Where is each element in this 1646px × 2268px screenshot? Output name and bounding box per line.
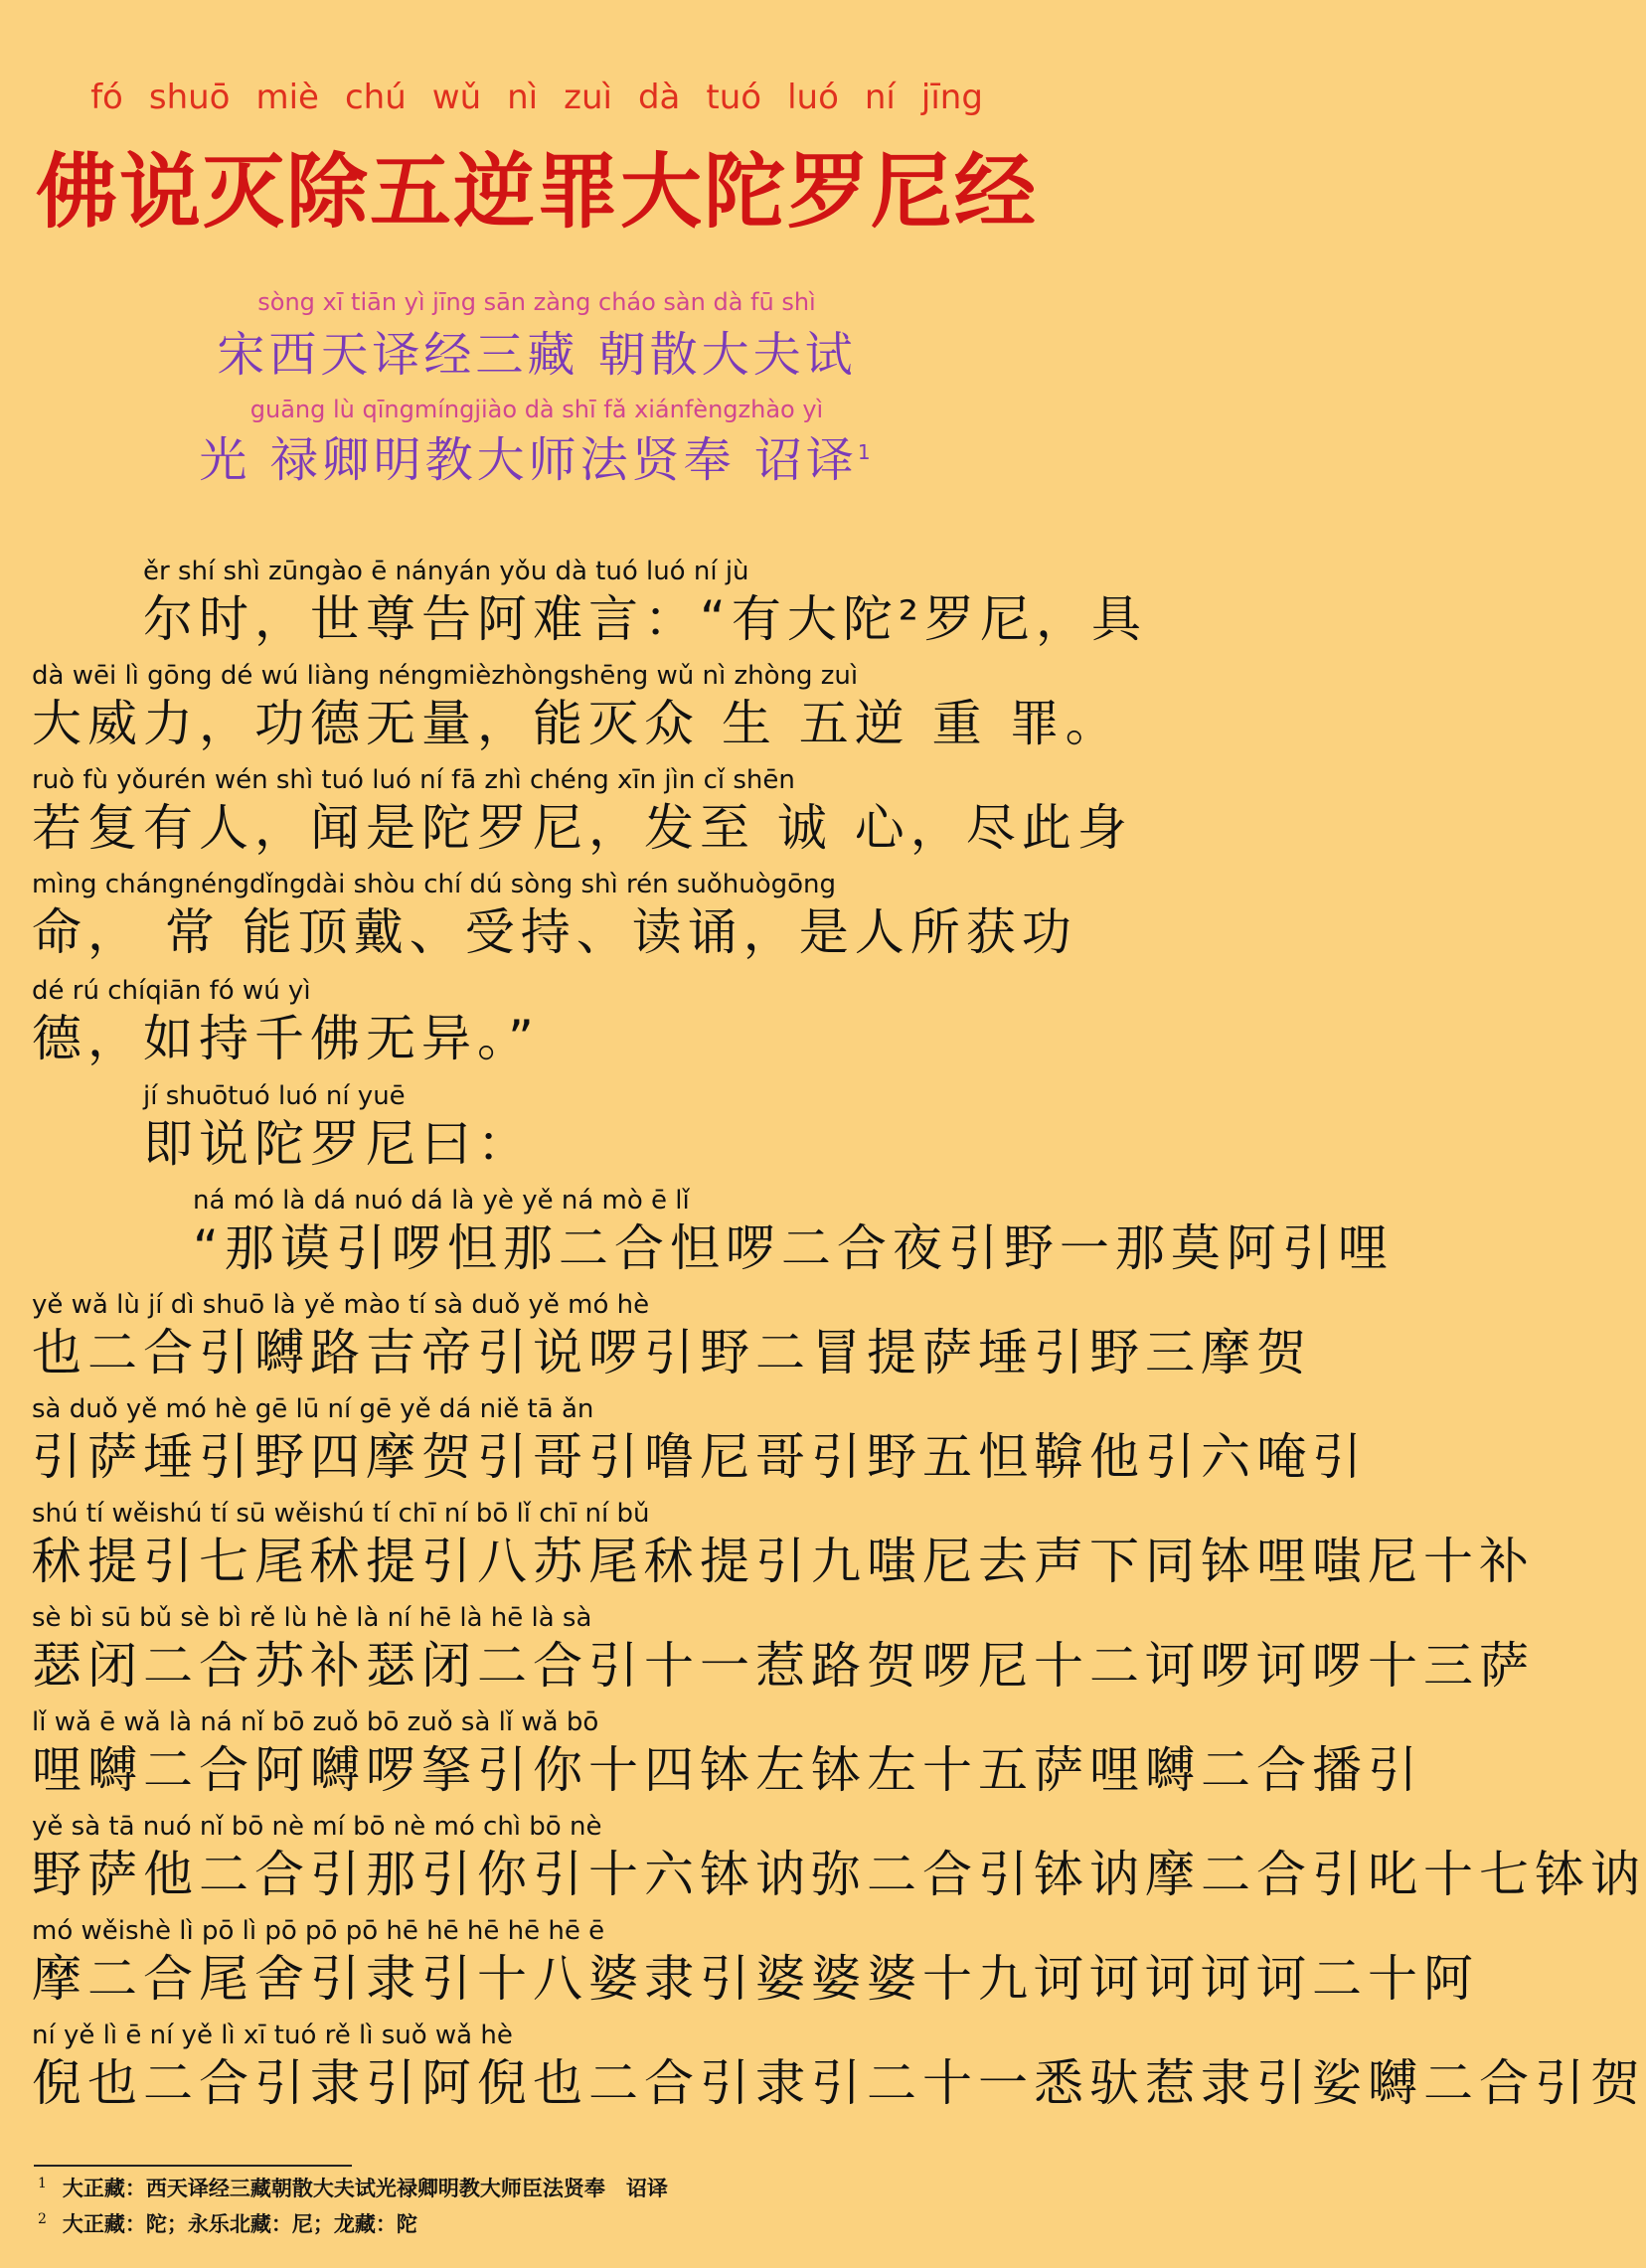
sutra-line-pinyin: sè bì sū bǔ sè bì rě lù hè là ní hē là hē là sà bbox=[32, 1603, 592, 1633]
sutra-line-text: 尔时，世尊告阿难言：“有大陀²罗尼，具 bbox=[143, 590, 1147, 648]
title-pinyin-syllable: chú bbox=[344, 78, 407, 117]
sutra-line bbox=[32, 1394, 1368, 1488]
sutra-line-pinyin: ná mó là dá nuó dá là yè yě ná mò ē lǐ bbox=[193, 1186, 690, 1215]
sutra-line bbox=[32, 1290, 1312, 1383]
title-pinyin-syllable: nì bbox=[507, 78, 539, 117]
sutra-line-pinyin: sà duǒ yě mó hè gē lū ní gē yě dá niě tā ǎn bbox=[32, 1394, 594, 1424]
sutra-line bbox=[32, 1916, 1479, 2010]
sutra-line-pinyin: yě wǎ lù jí dì shuō là yě mào tí sà duǒ yě mó hè bbox=[32, 1290, 650, 1320]
sutra-line bbox=[32, 557, 1157, 650]
title-pinyin-syllable: miè bbox=[255, 78, 319, 117]
sutra-line-pinyin: yě sà tā nuó nǐ bō nè mí bō nè mó chì bō nè bbox=[32, 1812, 602, 1842]
sutra-line-pinyin: mìng chángnéngdǐngdài shòu chí dú sòng shì rén suǒhuògōng bbox=[32, 870, 837, 899]
footnote-1-number: 1 bbox=[38, 2176, 47, 2191]
sutra-line bbox=[32, 1186, 1394, 1279]
title-pinyin-syllable: jīng bbox=[920, 78, 983, 117]
sutra-line bbox=[32, 976, 1046, 1069]
sutra-line-text: 野萨他二合引那引你引十六钵讷弥二合引钵讷摩二合引叱十七钵讷 bbox=[32, 1846, 1646, 1903]
sutra-line-pinyin: ní yě lì ē ní yě lì xī tuó rě lì suǒ wǎ hè bbox=[32, 2021, 513, 2050]
sutra-line-pinyin: dà wēi lì gōng dé wú liàng néngmièzhòngshēng wǔ nì zhòng zuì bbox=[32, 661, 859, 691]
sutra-line-text: 瑟闭二合苏补瑟闭二合引十一惹路贺啰尼十二诃啰诃啰十三萨 bbox=[32, 1637, 1535, 1695]
title-pinyin-syllable: ní bbox=[864, 78, 896, 117]
sutra-title: 佛说灭除五逆罪大陀罗尼经 bbox=[35, 144, 1038, 240]
sutra-line bbox=[32, 1081, 1157, 1175]
sutra-line-text: 摩二合尾舍引隶引十八婆隶引婆婆婆十九诃诃诃诃诃二十阿 bbox=[32, 1950, 1479, 2008]
sutra-line-text: 若复有人，闻是陀罗尼，发至 诚 心，尽此身 bbox=[32, 799, 1133, 857]
sutra-line bbox=[32, 765, 1133, 859]
sutra-line-text: 倪也二合引隶引阿倪也二合引隶引二十一悉驮惹隶引娑嚩二合引贺 bbox=[32, 2054, 1646, 2112]
sutra-line-text: 哩嚩二合阿嚩啰拏引你十四钵左钵左十五萨哩嚩二合播引 bbox=[32, 1741, 1423, 1799]
sutra-line bbox=[32, 870, 1077, 963]
footnote-1 bbox=[38, 2173, 668, 2202]
sutra-line bbox=[32, 2021, 1646, 2114]
footnote-1-text: 大正藏：西天译经三藏朝散大夫试光禄卿明教大师臣法贤奉 诏译 bbox=[62, 2176, 668, 2200]
attribution-line-1: 宋西天译经三藏 朝散大夫试 bbox=[217, 327, 857, 383]
sutra-line-text: 秫提引七尾秫提引八苏尾秫提引九嗤尼去声下同钵哩嗤尼十补 bbox=[32, 1533, 1535, 1590]
footnote-2-number: 2 bbox=[38, 2211, 47, 2227]
sutra-line bbox=[32, 1499, 1535, 1592]
title-pinyin-syllable: shuō bbox=[148, 78, 231, 117]
attribution-line-2-text: 光 禄卿明教大师法贤奉 诏译 bbox=[199, 432, 858, 488]
footnote-divider bbox=[34, 2165, 352, 2167]
title-pinyin-syllable: zuì bbox=[564, 78, 612, 117]
sutra-line-text: “那谟引啰怛那二合怛啰二合夜引野一那莫阿引哩 bbox=[193, 1219, 1394, 1277]
sutra-line-pinyin: dé rú chíqiān fó wú yì bbox=[32, 976, 311, 1006]
sutra-line-text: 命， 常 能顶戴、受持、读诵，是人所获功 bbox=[32, 903, 1077, 961]
title-pinyin-syllable: tuó bbox=[706, 78, 762, 117]
footnote-2 bbox=[38, 2208, 417, 2238]
title-pinyin-syllable: wǔ bbox=[431, 78, 482, 117]
sutra-line-pinyin: mó wěishè lì pō lì pō pō pō hē hē hē hē hē ē bbox=[32, 1916, 605, 1946]
footnote-ref-1: 1 bbox=[857, 440, 875, 464]
sutra-line bbox=[32, 1812, 1646, 1905]
sutra-line-pinyin: lǐ wǎ ē wǎ là ná nǐ bō zuǒ bō zuǒ sà lǐ wǎ bō bbox=[32, 1707, 599, 1737]
footnote-2-text: 大正藏：陀；永乐北藏：尼；龙藏：陀 bbox=[62, 2211, 417, 2236]
title-pinyin bbox=[0, 78, 1073, 117]
sutra-line-pinyin: ěr shí shì zūngào ē nányán yǒu dà tuó luó ní jù bbox=[143, 557, 749, 586]
sutra-line-text: 德，如持千佛无异。” bbox=[32, 1010, 540, 1067]
sutra-line-text: 即说陀罗尼曰： bbox=[143, 1115, 533, 1173]
sutra-line-pinyin: jí shuōtuó luó ní yuē bbox=[143, 1081, 406, 1111]
sutra-line-text: 大威力，功德无量，能灭众 生 五逆 重 罪。 bbox=[32, 695, 1121, 752]
sutra-line-text: 引萨埵引野四摩贺引哥引噜尼哥引野五怛鞥他引六唵引 bbox=[32, 1428, 1368, 1486]
sutra-line bbox=[32, 1707, 1423, 1801]
attribution-pinyin-1: sòng xī tiān yì jīng sān zàng cháo sàn dà fū shì bbox=[257, 288, 816, 316]
sutra-line-text: 也二合引嚩路吉帝引说啰引野二冒提萨埵引野三摩贺 bbox=[32, 1324, 1312, 1381]
sutra-line-pinyin: shú tí wěishú tí sū wěishú tí chī ní bō lǐ chī ní bǔ bbox=[32, 1499, 650, 1529]
sutra-line-pinyin: ruò fù yǒurén wén shì tuó luó ní fā zhì chéng xīn jìn cǐ shēn bbox=[32, 765, 795, 795]
sutra-line bbox=[32, 661, 1121, 754]
sutra-line bbox=[32, 1603, 1535, 1697]
title-pinyin-syllable: fó bbox=[90, 78, 123, 117]
title-pinyin-syllable: luó bbox=[787, 78, 839, 117]
attribution-line-2 bbox=[0, 421, 1073, 490]
attribution-pinyin-2: guāng lù qīngmíngjiào dà shī fǎ xiánfèngzhào yì bbox=[249, 396, 824, 423]
title-pinyin-syllable: dà bbox=[637, 78, 681, 117]
